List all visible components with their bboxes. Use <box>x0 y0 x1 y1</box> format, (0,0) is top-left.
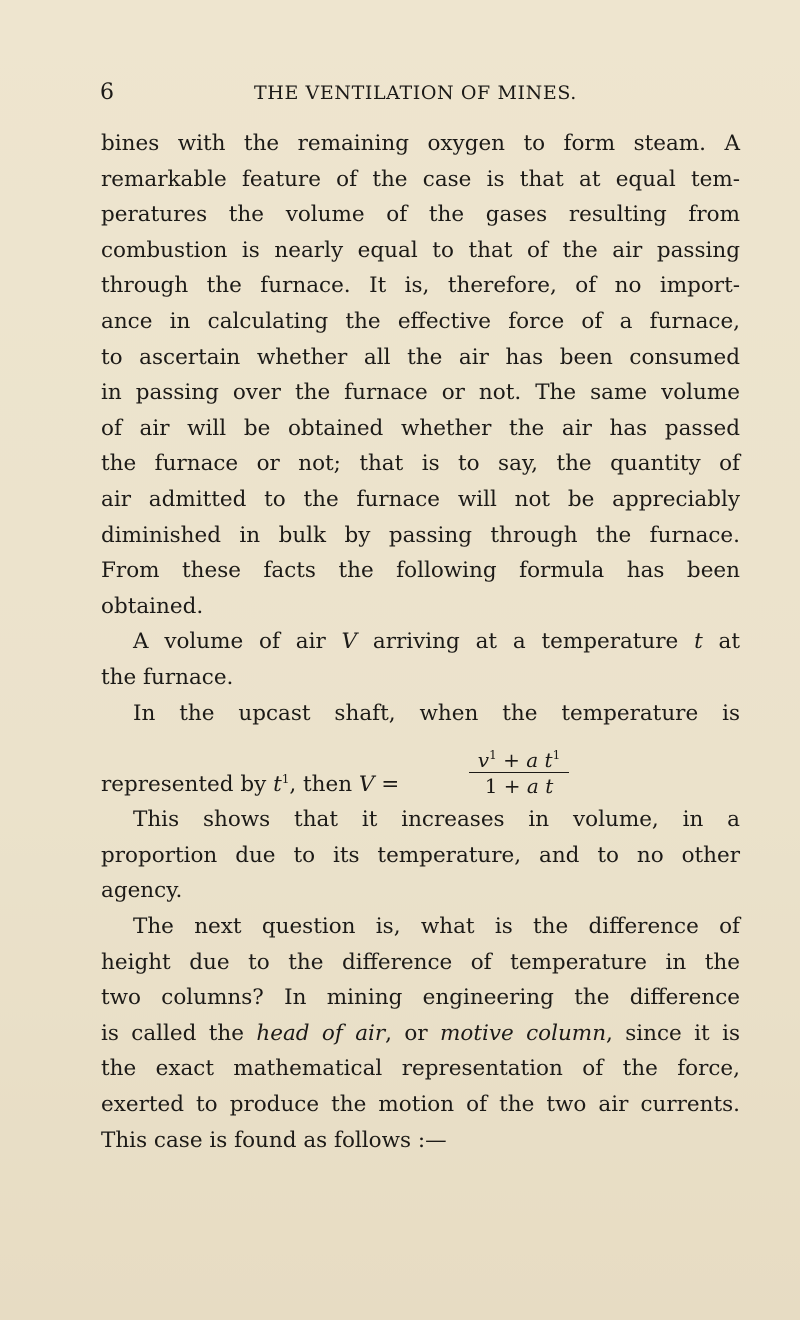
italic-term: motive column <box>440 1020 607 1046</box>
text-span: represented by <box>101 771 274 797</box>
variable-t: t <box>273 771 282 797</box>
running-head: THE VENTILATION OF MINES. <box>254 82 577 104</box>
text-line: diminished in bulk by passing through the furnace. <box>101 522 740 548</box>
text-line: two columns? In mining engineering the difference <box>101 985 740 1011</box>
fraction-denominator <box>469 773 569 798</box>
text-line: the furnace. <box>101 664 234 690</box>
text-line: peratures the volume of the gases resulting from <box>101 202 740 228</box>
text-line <box>101 1016 740 1052</box>
text-line: remarkable feature of the case is that at equal tem- <box>101 166 740 192</box>
formula-lead <box>101 767 399 803</box>
text-line: This shows that it increases in volume, in a <box>133 807 740 833</box>
text-span: A volume of air <box>133 629 342 655</box>
text-line: to ascertain whether all the air has been consumed <box>101 344 740 370</box>
text-line <box>101 624 740 660</box>
formula-line <box>101 731 740 802</box>
text-line: This case is found as follows :— <box>101 1127 447 1153</box>
text-line: obtained. <box>101 593 204 619</box>
text-line: The next question is, what is the difference of <box>133 914 740 940</box>
variable-a: a <box>526 748 539 773</box>
text-line: ance in calculating the effective force of a furnace, <box>101 308 740 334</box>
superscript: 1 <box>552 748 561 763</box>
text-line: height due to the difference of temperature in the <box>101 949 740 975</box>
text-line: the furnace or not; that is to say, the quantity of <box>101 451 740 477</box>
formula-fraction <box>469 749 569 798</box>
text-line: the exact mathematical representation of the force, <box>101 1056 740 1082</box>
page-header <box>100 80 740 110</box>
text-line: exerted to produce the motion of the two air currents. <box>101 1092 740 1118</box>
variable-v: V <box>341 629 358 655</box>
body-text <box>101 126 740 1158</box>
text-span: is called the <box>101 1020 257 1046</box>
text-span: at <box>702 629 740 655</box>
variable-v: V <box>358 771 375 797</box>
variable-t: t <box>694 629 703 655</box>
variable-t: t <box>538 748 553 773</box>
text-line: bines with the remaining oxygen to form steam. A <box>101 131 740 156</box>
fraction-numerator <box>469 749 569 773</box>
text-span: , or <box>385 1020 440 1046</box>
plus-sign: + <box>496 748 527 773</box>
variable-v: v <box>477 748 490 773</box>
text-line: through the furnace. It is, therefore, of no import- <box>101 273 740 299</box>
text-line: proportion due to its temperature, and to no other <box>101 842 740 868</box>
text-line: of air will be obtained whether the air has passed <box>101 415 740 441</box>
text-line: air admitted to the furnace will not be appreciably <box>101 486 740 512</box>
superscript: 1 <box>489 748 497 763</box>
text-line: agency. <box>101 878 183 904</box>
variable-a: a <box>526 774 539 799</box>
text-line: In the upcast shaft, when the temperature is <box>133 700 740 726</box>
italic-term: head of air <box>256 1020 386 1046</box>
text-line: combustion is nearly equal to that of the air passing <box>101 237 740 263</box>
text-span: , then <box>289 771 359 797</box>
text-span: , since it is <box>606 1020 740 1046</box>
text-span: arriving at a temperature <box>357 629 695 655</box>
text-line: in passing over the furnace or not. The same volume <box>101 380 740 406</box>
equals-sign: = <box>374 771 400 797</box>
text-line: From these facts the following formula has been <box>101 558 740 584</box>
page-number: 6 <box>100 80 114 105</box>
text-span: 1 + <box>484 774 527 799</box>
superscript: 1 <box>281 771 290 786</box>
variable-t: t <box>538 774 554 799</box>
